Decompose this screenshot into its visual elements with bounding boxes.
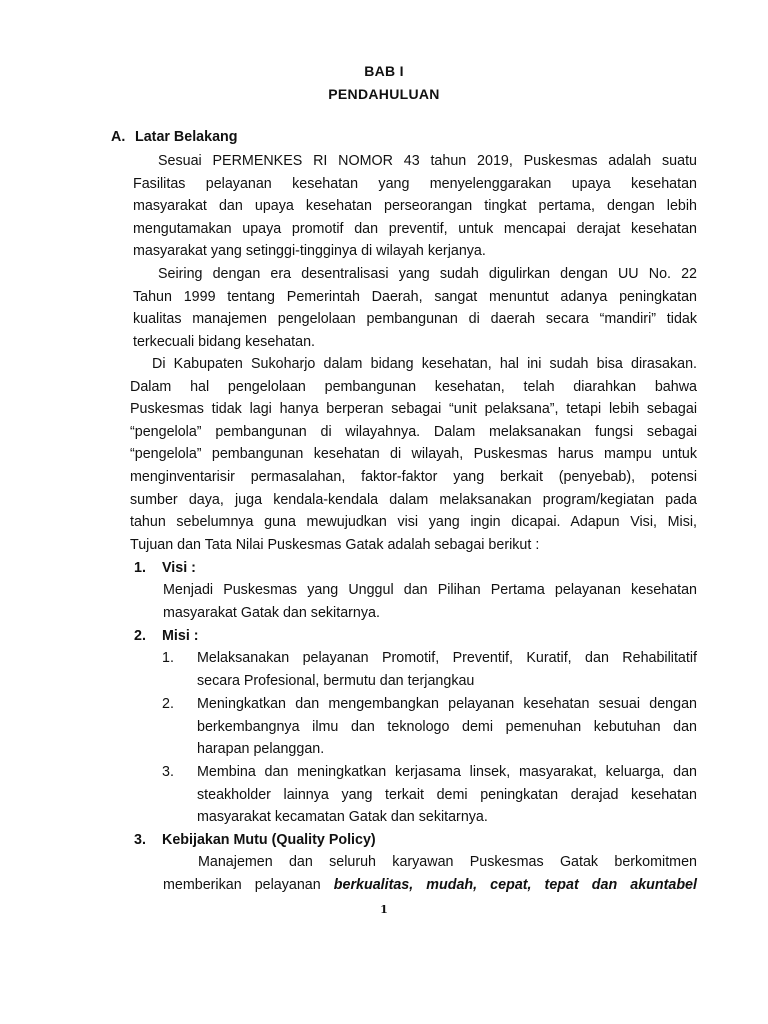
paragraph-line: sumber daya, juga kendala-kendala dalam melaksanakan program/kegiatan pada [130, 491, 697, 508]
paragraph-line: Manajemen dan seluruh karyawan Puskesmas Gatak berkomitmen [198, 854, 697, 870]
paragraph-line: Menjadi Puskesmas yang Unggul dan Pilihan Pertama pelayanan kesehatan [163, 582, 697, 598]
visi-text [163, 579, 697, 624]
page-number: 1 [380, 903, 388, 916]
kebijakan-number: 3. [134, 832, 146, 848]
misi-item [197, 693, 697, 761]
paragraph-2 [133, 263, 697, 353]
paragraph-line: Tujuan dan Tata Nilai Puskesmas Gatak adalah sebagai berikut : [130, 536, 540, 553]
paragraph-line: Dalam hal pengelolaan pembangunan kesehatan, telah diarahkan bahwa [130, 378, 697, 395]
section-title: Latar Belakang [135, 129, 238, 145]
paragraph-line: masyarakat yang setinggi-tingginya di wilayah kerjanya. [133, 243, 486, 260]
misi-item [197, 761, 697, 829]
paragraph-line: Melaksanakan pelayanan Promotif, Preventif, Kuratif, dan Rehabilitatif [197, 650, 697, 666]
misi-heading: Misi : [162, 628, 199, 644]
paragraph-line: masyarakat kecamatan Gatak dan sekitarnya. [197, 809, 488, 826]
paragraph-line: masyarakat dan upaya kesehatan perseorangan tingkat pertama, dengan lebih [133, 198, 697, 215]
paragraph-line: Di Kabupaten Sukoharjo dalam bidang kesehatan, hal ini sudah bisa dirasakan. [152, 356, 697, 372]
paragraph-line: Sesuai PERMENKES RI NOMOR 43 tahun 2019, Puskesmas adalah suatu [158, 153, 697, 169]
paragraph-line: Seiring dengan era desentralisasi yang sudah digulirkan dengan UU No. 22 [158, 266, 697, 282]
paragraph-line: mengutamakan upaya promotif dan preventif, untuk mencapai derajat kesehatan [133, 220, 697, 237]
paragraph-line: Tahun 1999 tentang Pemerintah Daerah, sangat menuntut adanya peningkatan [133, 288, 697, 305]
section-label: A. [111, 129, 126, 145]
paragraph-line-mixed [163, 874, 697, 897]
misi-item-number: 3. [162, 764, 174, 780]
chapter-label: BAB I [364, 63, 404, 79]
paragraph-line: Fasilitas pelayanan kesehatan yang menyelenggarakan upaya kesehatan [133, 175, 697, 192]
kebijakan-emphasis-text: berkualitas, mudah, cepat, tepat dan akuntabel [333, 876, 697, 893]
paragraph-1 [133, 150, 697, 263]
paragraph-line: kualitas manajemen pengelolaan pembangunan di daerah secara “mandiri” tidak [133, 311, 697, 328]
paragraph-line: Puskesmas tidak lagi hanya berperan sebagai “unit pelaksana”, tetapi lebih sebagai [130, 401, 697, 418]
paragraph-line: tahun sebelumnya guna mewujudkan visi yang ingin dicapai. Adapun Visi, Misi, [130, 514, 697, 531]
paragraph-line: “pengelola” pembangunan di wilayahnya. Dalam melaksanakan fungsi sebagai [130, 423, 697, 440]
paragraph-line: menginventarisir permasalahan, faktor-faktor yang berkait (penyebab), potensi [130, 468, 697, 485]
paragraph-line: secara Profesional, bermutu dan terjangkau [197, 672, 475, 689]
misi-item-number: 1. [162, 650, 174, 666]
paragraph-line: “pengelola” pembangunan kesehatan di wilayah, Puskesmas harus mampu untuk [130, 446, 697, 463]
paragraph-line: Meningkatkan dan mengembangkan pelayanan kesehatan sesuai dengan [197, 696, 697, 712]
kebijakan-text [163, 851, 697, 896]
misi-item-number: 2. [162, 696, 174, 712]
paragraph-line: Membina dan meningkatkan kerjasama linsek, masyarakat, keluarga, dan [197, 764, 697, 780]
paragraph-3 [130, 353, 697, 556]
visi-heading: Visi : [162, 560, 196, 576]
paragraph-line: terkecuali bidang kesehatan. [133, 333, 316, 350]
paragraph-line: berkembangnya ilmu dan teknologo demi pemenuhan kebutuhan dan [197, 718, 697, 735]
kebijakan-heading: Kebijakan Mutu (Quality Policy) [162, 832, 376, 848]
paragraph-line: masyarakat Gatak dan sekitarnya. [163, 604, 380, 621]
misi-item [197, 647, 697, 692]
misi-number: 2. [134, 628, 146, 644]
paragraph-line: harapan pelanggan. [197, 741, 325, 758]
kebijakan-plain-text: memberikan pelayanan [163, 876, 321, 893]
visi-number: 1. [134, 560, 146, 576]
paragraph-line: steakholder lainnya yang terkait demi peningkatan derajad kesehatan [197, 786, 697, 803]
chapter-title: PENDAHULUAN [328, 86, 440, 102]
